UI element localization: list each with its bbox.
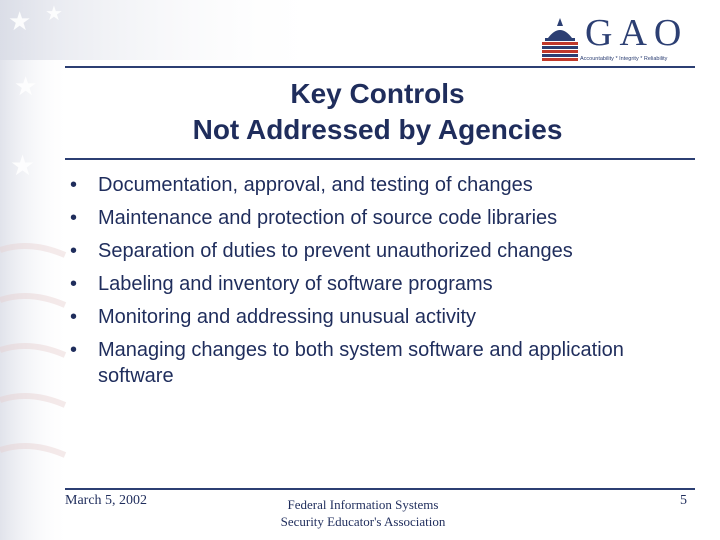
title-line-2: Not Addressed by Agencies — [192, 114, 563, 145]
footer-organization — [250, 496, 476, 530]
bullet-item: • Monitoring and addressing unusual activity — [70, 304, 670, 330]
bullet-item: • Separation of duties to prevent unauthorized changes — [70, 238, 670, 264]
bullet-item: • Managing changes to both system software and application software — [70, 337, 670, 389]
svg-text:★: ★ — [14, 72, 38, 102]
page-number: 5 — [680, 493, 687, 508]
capitol-dome-icon — [540, 16, 580, 62]
top-divider — [65, 66, 695, 68]
bullet-item: • Maintenance and protection of source code libraries — [70, 205, 670, 231]
gao-logo-text: GAO — [585, 12, 689, 54]
title-divider — [65, 158, 695, 160]
footer-org-line-2: Security Educator's Association — [280, 514, 446, 529]
svg-text:★: ★ — [8, 7, 32, 37]
bullet-list — [70, 172, 670, 396]
title-line-1: Key Controls — [290, 78, 465, 109]
svg-text:★: ★ — [45, 1, 63, 25]
gao-logo — [540, 12, 700, 66]
svg-text:★: ★ — [10, 149, 36, 182]
footer-date: March 5, 2002 — [65, 493, 148, 508]
footer-org-line-1: Federal Information Systems — [287, 497, 439, 512]
slide-title — [60, 76, 695, 148]
bullet-item: • Documentation, approval, and testing of changes — [70, 172, 670, 198]
footer-divider — [65, 488, 695, 490]
gao-tagline: Accountability * Integrity * Reliability — [580, 56, 668, 62]
bullet-item: • Labeling and inventory of software programs — [70, 271, 670, 297]
